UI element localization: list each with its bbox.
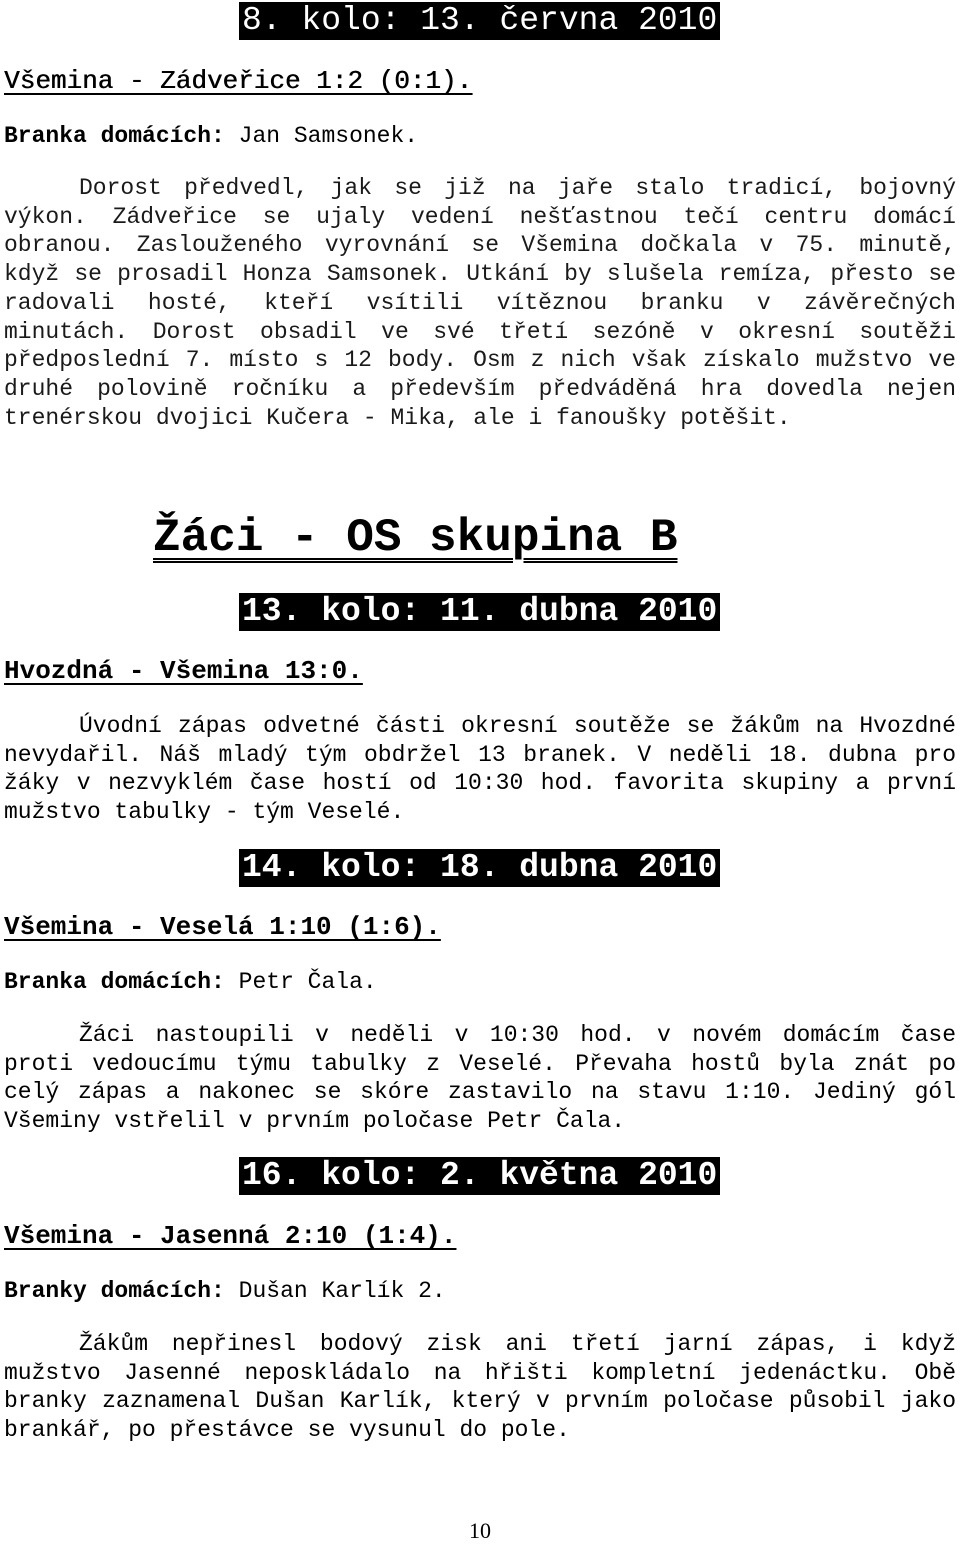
match-report: Žákům nepřinesl bodový zisk ani třetí jarní zápas, i když mužstvo Jasenné neposkládalo na hřišti kompletní jedenáctku. Obě branky zaznamenal Dušan Karlík, který v prvním poločase působil jako brankář, po přestávce se vysunul do pole. xyxy=(4,1331,956,1444)
match-result: Všemina - Jasenná 2:10 (1:4). xyxy=(4,1221,457,1251)
scorers-line xyxy=(4,1277,446,1305)
match-result: Hvozdná - Všemina 13:0. xyxy=(4,656,363,686)
page-number: 10 xyxy=(469,1518,491,1543)
scorers-line xyxy=(4,968,377,996)
scorers-label: Branky domácích: xyxy=(4,1278,225,1304)
scorers-line xyxy=(4,122,418,150)
scorers-value: Dušan Karlík 2. xyxy=(238,1278,446,1304)
scorers-value: Jan Samsonek. xyxy=(238,123,419,149)
round-heading: 14. kolo: 18. dubna 2010 xyxy=(239,849,720,887)
round-heading: 8. kolo: 13. června 2010 xyxy=(239,2,720,40)
match-report: Úvodní zápas odvetné části okresní soutěže se žákům na Hvozdné nevydařil. Náš mladý tým obdržel 13 branek. V neděli 18. dubna pro žáky v nezvyklém čase hostí od 10:30 hod. favorita skupiny a první mužstvo tabulky - tým Veselé. xyxy=(4,713,956,826)
scorers-label: Branka domácích: xyxy=(4,969,225,995)
match-report: Dorost předvedl, jak se již na jaře stalo tradicí, bojovný výkon. Zádveřice se ujaly vedení nešťastnou tečí centru domácí obranou. Zaslouženého vyrovnání se Všemina dočkala v 75. minutě, když se prosadil Honza Samsonek. Utkání by slušela remíza, přesto se radovali hosté, kteří vsítili vítěznou branku v závěrečných minutách. Dorost obsadil ve své třetí sezóně v okresní soutěži předposlední 7. místo s 12 body. Osm z nich však získalo mužstvo ve druhé polovině ročníku a především předváděná hra dovedla nejen trenérskou dvojici Kučera - Mika, ale i fanoušky potěšit. xyxy=(4,175,956,431)
section-title: Žáci - OS skupina B xyxy=(153,512,678,564)
scorers-label: Branka domácích: xyxy=(4,123,225,149)
match-report: Žáci nastoupili v neděli v 10:30 hod. v novém domácím čase proti vedoucímu týmu tabulky z Veselé. Převaha hostů byla znát po celý zápas a nakonec se skóre zastavilo na stavu 1:10. Jediný gól Všeminy vstřelil v prvním poločase Petr Čala. xyxy=(4,1022,956,1135)
match-result: Všemina - Zádveřice 1:2 (0:1). xyxy=(4,66,473,96)
match-result: Všemina - Veselá 1:10 (1:6). xyxy=(4,912,441,942)
round-heading: 16. kolo: 2. května 2010 xyxy=(239,1157,720,1195)
round-heading: 13. kolo: 11. dubna 2010 xyxy=(239,593,720,631)
scorers-value: Petr Čala. xyxy=(238,969,377,995)
